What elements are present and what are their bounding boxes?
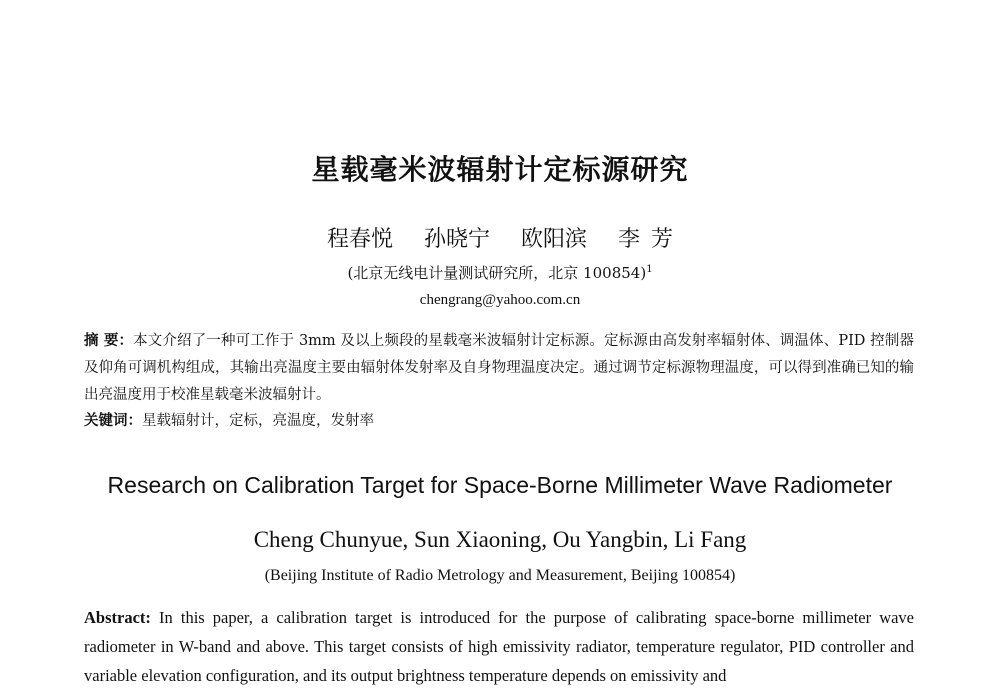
author-3: 欧阳滨 (521, 227, 588, 252)
chinese-keywords-text: 星载辐射计，定标，亮温度，发射率 (142, 413, 374, 429)
author-2: 孙晓宁 (423, 227, 490, 252)
chinese-keywords (84, 409, 914, 430)
author-email: chengrang@yahoo.com.cn (419, 292, 581, 308)
english-affiliation: (Beijing Institute of Radio Metrology and Measurement, Beijing 100854) (264, 567, 736, 584)
chinese-affiliation (0, 262, 1000, 283)
affiliation-footnote-mark: 1 (646, 264, 653, 275)
affiliation-text: (北京无线电计量测试研究所，北京 100854) (347, 264, 647, 282)
chinese-authors (0, 222, 1000, 253)
chinese-title: 星载毫米波辐射计定标源研究 (311, 153, 689, 186)
english-abstract-text: In this paper, a calibration target is introduced for the purpose of calibrating space-borne millimeter wave radiometer in W-band and above. This target consists of high emissivity radiator, temperature regulator, PID controller and variable elevation configuration, and its output brightness temperature depends on emissivity and (84, 608, 915, 685)
author-1: 程春悦 (326, 227, 393, 252)
english-abstract (84, 603, 914, 690)
english-authors: Cheng Chunyue, Sun Xiaoning, Ou Yangbin, Li Fang (253, 527, 747, 552)
chinese-abstract-text: 本文介绍了一种可工作于 3mm 及以上频段的星载毫米波辐射计定标源。定标源由高发射率辐射体、调温体、PID 控制器及仰角可调机构组成，其输出亮温度主要由辐射体发射率及自身物理温度决定。通过调节定标源物理温度，可以得到准确已知的输出亮温度用于校准星载毫米波辐射计。 (84, 333, 914, 403)
english-title: Research on Calibration Target for Space-Borne Millimeter Wave Radiometer (107, 472, 893, 498)
chinese-abstract-label: 摘 要： (84, 333, 134, 349)
chinese-keywords-label: 关键词： (84, 413, 142, 429)
author-4: 李 芳 (618, 227, 674, 252)
chinese-abstract (84, 328, 914, 409)
english-abstract-label: Abstract: (84, 608, 151, 627)
